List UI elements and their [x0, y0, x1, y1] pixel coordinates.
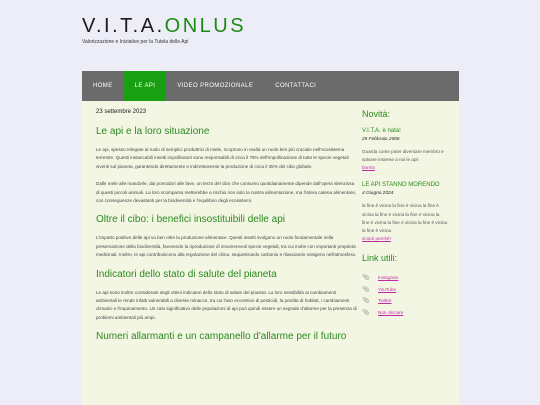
- section-paragraph: Dalle mele alle mandorle, dai pomodori alle fave, un terzo del cibo che consumo quotidianamente dipende dall'opera silenziosa di questi piccoli animali. La loro scomparsa metterebbe a rischio non solo la nostra alimentazione, ma l'intera catena alimentare, con conseguenze devastanti per la biodiversità e l'equilibrio degli ecosistemi.: [96, 181, 357, 204]
- section-title: Indicatori dello stato di salute del pianeta: [96, 268, 277, 280]
- news-date: 4 Giugno 2024: [362, 191, 394, 197]
- link-youtube[interactable]: YouTube: [378, 286, 397, 292]
- section-paragraph: Le api sono inoltre considerate degli ottimi indicatori dello stato di salute del pianeta. La loro sensibilità ai cambiamenti ambientali le rende infatti vulnerabili a diverse minacce, tra cui l'uso eccessivo di pesticidi, la perdita di habitat, i cambiamenti climatici e l'inquinamento. Un calo significativo delle popolazioni di api può quindi essere un segnale d'allarme per la presenza di problemi ambientali più ampi.: [96, 289, 357, 320]
- news-item: [362, 182, 448, 243]
- nav-video-promozionale[interactable]: VIDEO PROMOZIONALE: [177, 83, 254, 89]
- section-title: Le api e la loro situazione: [96, 126, 210, 137]
- site-header: [82, 14, 462, 45]
- sidebar: [362, 109, 448, 318]
- news-text: la fine è vicina la fine è vicina la fine è vicina la fine è vicina la fine è vicina la fine è vicina la fine è vicina la fine è vicina la fine è vicina: [362, 203, 448, 234]
- section-title: Oltre il cibo: i benefici insostituibili delle api: [96, 214, 285, 226]
- pin-icon: 📎︎: [362, 309, 370, 316]
- news-date: 25 Febbraio 2006: [362, 137, 400, 142]
- main-content: [96, 109, 358, 351]
- pin-icon: 📎︎: [362, 275, 370, 282]
- logo-vita: V.I.T.A.: [82, 15, 165, 37]
- pin-icon: 📎︎: [362, 286, 370, 293]
- article-section: [96, 126, 358, 205]
- section-paragraph: L'impatto positivo delle api va ben oltre la produzione alimentare. Questi insetti svolgono un ruolo fondamentale nella preservazione della biodiversità, favorendo la riproduzione di innumerevoli specie vegetali, tra cui molte con importanti proprietà medicinali. Inoltre, le api contribuiscono alla regolazione del clima, sequestrando carbonio e rilasciando ossigeno nell'atmosfera.: [96, 235, 357, 258]
- news-link[interactable]: scopri perché!: [362, 236, 391, 242]
- links-list: [362, 272, 448, 318]
- news-item: [362, 128, 448, 172]
- pin-icon: 📎︎: [362, 298, 370, 305]
- post-date: 23 settembre 2023: [96, 109, 147, 115]
- link-item: [362, 272, 448, 284]
- article-section: [96, 214, 358, 259]
- news-link[interactable]: bornto: [362, 165, 376, 171]
- news-title: LE API STANNO MORENDO: [362, 182, 440, 189]
- news-title: V.I.T.A. è nata!: [362, 128, 401, 134]
- logo-onlus: ONLUS: [164, 15, 247, 37]
- link-non-cliccare[interactable]: Non cliccare: [378, 309, 404, 315]
- links-heading: Link utili:: [362, 253, 398, 264]
- link-item: [362, 307, 448, 319]
- article-section: [96, 331, 358, 343]
- nav-le-api[interactable]: LE API: [124, 71, 167, 101]
- section-paragraph: Le api, spesso relegate al ruolo di semplici produttrici di miele, ricoprono in realtà un ruolo ben più cruciale nell'ecosistema terrestre. Questi instancabili insetti impollinatori sono responsabili di circa il 75% dell'impollinazione di tutte le specie vegetali viventi sul pianeta, garantendo direttamente e indirettamente la produzione di circa il 35% del cibo globale.: [96, 147, 349, 169]
- site-logo[interactable]: [82, 14, 462, 38]
- content-area: [82, 101, 459, 405]
- article-section: [96, 269, 358, 323]
- link-twitter[interactable]: Twitter: [378, 298, 392, 304]
- section-title: Numeri allarmanti e un campanello d'allarme per il futuro: [96, 331, 347, 343]
- link-item: [362, 295, 448, 307]
- main-navigation: [82, 71, 459, 102]
- news-heading: Novità:: [362, 109, 391, 119]
- link-item: [362, 284, 448, 296]
- nav-home[interactable]: HOME: [93, 83, 113, 89]
- news-text: Guarda come poter diventare membro e salvare insieme a noi le api!: [362, 149, 444, 163]
- nav-contattaci[interactable]: CONTATTACI: [275, 83, 317, 89]
- link-instagram[interactable]: Instagram: [378, 275, 399, 281]
- site-tagline: Valorizzazione e Iniziative per la Tutela delle Api: [82, 39, 189, 45]
